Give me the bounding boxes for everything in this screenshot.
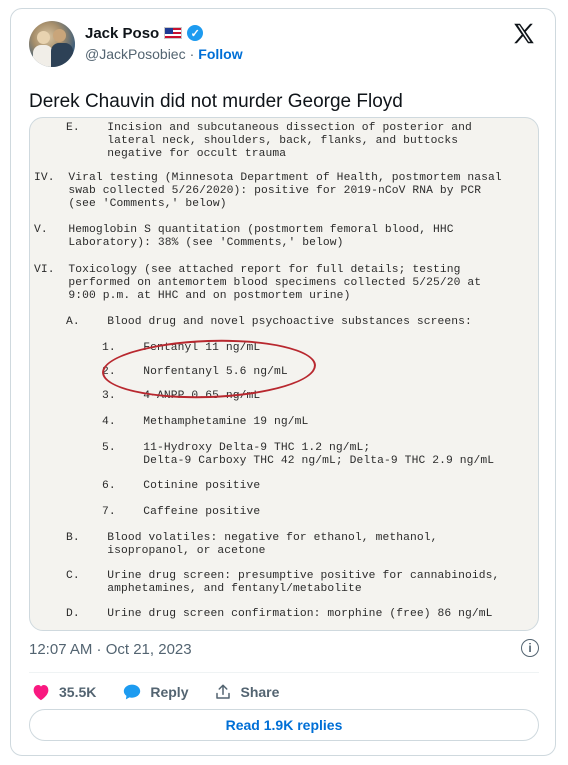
info-icon[interactable]: i [521,639,539,657]
author-handle[interactable]: @JackPosobiec [85,46,186,62]
doc-line: D. Urine drug screen confirmation: morphine (free) 86 ng/mL [66,608,493,620]
doc-line: 5. 11-Hydroxy Delta-9 THC 1.2 ng/mL; [102,442,371,454]
doc-line: C. Urine drug screen: presumptive positive for cannabinoids, [66,570,500,582]
separator-dot: · [189,46,195,62]
doc-line: performed on antemortem blood specimens collected 5/25/20 at [34,277,482,289]
doc-line: negative for occult trauma [66,148,287,160]
verified-badge-icon: ✓ [187,25,203,41]
doc-line: lateral neck, shoulders, back, flanks, and buttocks [66,135,459,147]
doc-line: VI. Toxicology (see attached report for full details; testing [34,264,461,276]
tweet-card [10,8,556,756]
doc-line: A. Blood drug and novel psychoactive substances screens: [66,316,472,328]
doc-line: swab collected 5/26/2020): positive for 2019-nCoV RNA by PCR [34,185,482,197]
author-name[interactable]: Jack Poso [85,24,160,42]
share-button[interactable] [214,683,279,701]
like-button[interactable] [31,683,96,701]
doc-line: 9:00 p.m. at HHC and on postmortem urine) [34,290,351,302]
divider [29,672,539,673]
doc-line: 1. Fentanyl 11 ng/mL [102,342,261,354]
like-count: 35.5K [59,684,97,700]
doc-line: 3. 4-ANPP 0.65 ng/mL [102,390,261,402]
doc-line: isopropanol, or acetone [66,545,266,557]
doc-line: (see 'Comments,' below) [34,198,227,210]
doc-line: V. Hemoglobin S quantitation (postmortem femoral blood, HHC [34,224,454,236]
doc-line: 6. Cotinine positive [102,480,261,492]
doc-line: E. Incision and subcutaneous dissection of posterior and [66,122,472,134]
avatar[interactable] [29,21,75,67]
tweet-timestamp[interactable]: 12:07 AM · Oct 21, 2023 [29,641,192,658]
heart-icon [31,683,51,701]
action-bar [31,681,279,703]
doc-line: Delta-9 Carboxy THC 42 ng/mL; Delta-9 THC 2.9 ng/mL [102,455,495,467]
us-flag-icon [164,27,182,39]
follow-button[interactable]: Follow [198,46,243,62]
doc-line: 7. Caffeine positive [102,506,261,518]
reply-label: Reply [150,684,189,700]
document-image[interactable] [29,117,539,631]
x-logo-icon[interactable] [511,21,537,47]
doc-line: IV. Viral testing (Minnesota Department of Health, postmortem nasal [34,172,502,184]
reply-bubble-icon [122,683,142,701]
share-label: Share [240,684,280,700]
read-replies-button[interactable]: Read 1.9K replies [29,709,539,741]
doc-line: B. Blood volatiles: negative for ethanol, methanol, [66,532,438,544]
doc-line: 4. Methamphetamine 19 ng/mL [102,416,309,428]
doc-line: Laboratory): 38% (see 'Comments,' below) [34,237,344,249]
reply-button[interactable] [122,683,188,701]
tweet-text: Derek Chauvin did not murder George Floyd [29,91,403,112]
share-icon [214,683,232,701]
handle-row [85,46,243,62]
doc-line: 2. Norfentanyl 5.6 ng/mL [102,366,288,378]
doc-line: amphetamines, and fentanyl/metabolite [66,583,362,595]
author-row [85,23,203,43]
